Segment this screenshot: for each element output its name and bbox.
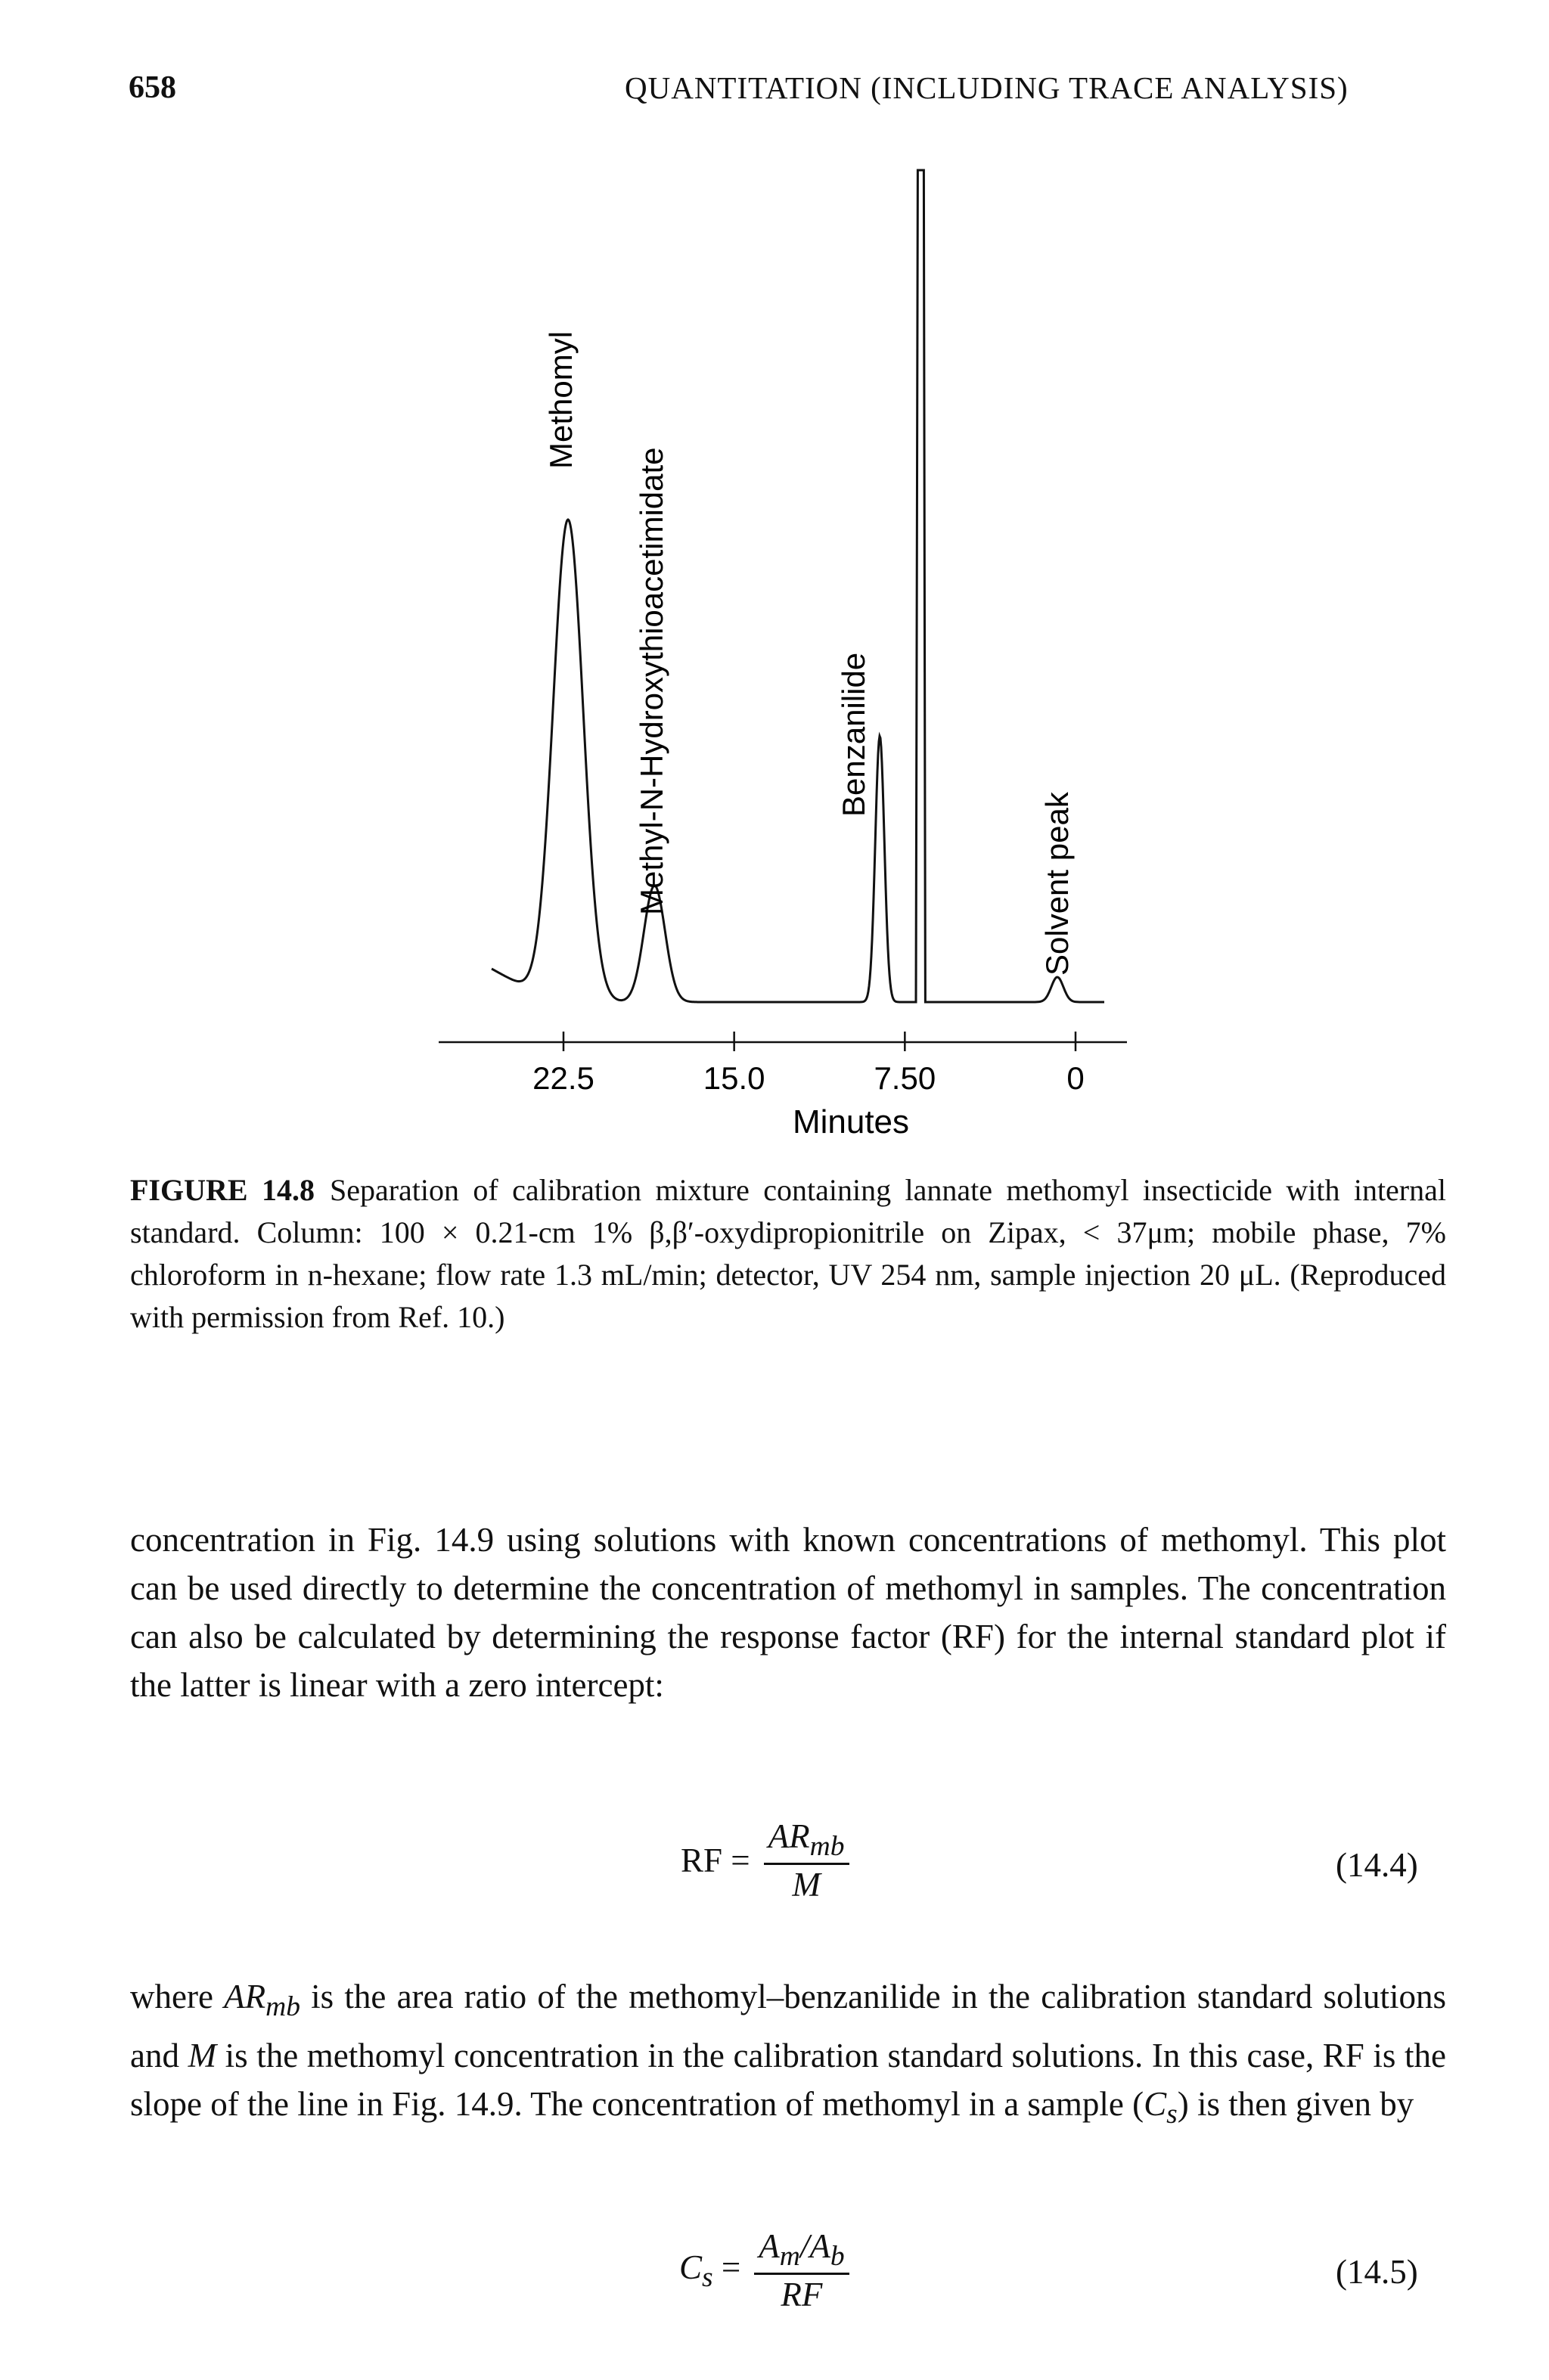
time-axis-title: Minutes bbox=[792, 1103, 910, 1140]
chromatogram-figure bbox=[424, 151, 1150, 1150]
p2-sym-ar: AR bbox=[224, 1978, 266, 2015]
equation-14-5-num-a-sub: m bbox=[779, 2241, 800, 2272]
time-axis-tick-label: 15.0 bbox=[703, 1060, 765, 1096]
peak-label: Methomyl bbox=[543, 330, 579, 469]
chromatogram-trace bbox=[492, 170, 1104, 1002]
p2-sym-m: M bbox=[188, 2037, 217, 2074]
page-number: 658 bbox=[129, 70, 176, 105]
p2-sym-ar-sub: mb bbox=[265, 1991, 300, 2022]
equation-14-4-fraction bbox=[764, 1817, 849, 1904]
equation-14-4-numerator: AR bbox=[768, 1817, 810, 1855]
equation-14-5-equals: = bbox=[712, 2248, 741, 2286]
equation-14-5-number: (14.5) bbox=[1336, 2253, 1418, 2291]
p2-sym-cs-sub: s bbox=[1166, 2099, 1178, 2130]
time-axis-tick-label: 0 bbox=[1066, 1060, 1085, 1096]
running-title: QUANTITATION (INCLUDING TRACE ANALYSIS) bbox=[625, 70, 1349, 105]
equation-14-4-lhs: RF = bbox=[681, 1842, 750, 1879]
equation-14-5-lhs-sub: s bbox=[702, 2261, 713, 2293]
p2-sym-cs: C bbox=[1144, 2085, 1167, 2123]
equation-14-5-num-b-sub: b bbox=[830, 2241, 845, 2272]
equation-14-5-num-a: A bbox=[759, 2227, 780, 2265]
time-axis-tick-labels bbox=[532, 1060, 1085, 1096]
peak-label: Methyl-N-Hydroxythioacetimidate bbox=[634, 447, 669, 915]
equation-14-5-lhs bbox=[679, 2248, 740, 2294]
time-axis-tick-label: 7.50 bbox=[874, 1060, 936, 1096]
peak-label: Benzanilide bbox=[836, 652, 871, 817]
peak-labels bbox=[543, 331, 1075, 976]
p2-text-c: is the methomyl concentration in the calibration standard solutions. In this case, RF is the slope of the line in Fig. 14.9. The concentration of methomyl in a sample ( bbox=[130, 2037, 1446, 2123]
time-axis-tick-label: 22.5 bbox=[532, 1060, 594, 1096]
p2-text-a: where bbox=[130, 1978, 225, 2015]
equation-14-4-numerator-sub: mb bbox=[809, 1831, 845, 1862]
equation-14-5 bbox=[679, 2226, 849, 2314]
p2-text-d: ) is then given by bbox=[1177, 2085, 1414, 2123]
equation-14-5-fraction bbox=[754, 2226, 849, 2314]
peak-label: Solvent peak bbox=[1039, 792, 1075, 976]
body-paragraph-2 bbox=[130, 1972, 1446, 2139]
equation-14-5-num-slash: /A bbox=[799, 2227, 830, 2265]
figure-caption bbox=[130, 1169, 1446, 1339]
equation-14-4 bbox=[681, 1817, 849, 1904]
figure-caption-id: FIGURE 14.8 bbox=[130, 1173, 315, 1207]
body-paragraph-1: concentration in Fig. 14.9 using solutions with known concentrations of methomyl. This plot can be used directly to determine the concentration of methomyl in samples. The concentration can also be calculated by determining the response factor (RF) for the internal standard plot if the latter is linear with a zero intercept: bbox=[130, 1521, 1446, 1704]
equation-14-4-denominator: M bbox=[792, 1866, 821, 1904]
equation-14-5-denominator: RF bbox=[781, 2276, 823, 2313]
equation-14-4-number: (14.4) bbox=[1336, 1846, 1418, 1884]
equation-14-5-lhs-symbol: C bbox=[679, 2248, 703, 2286]
figure-caption-text: Separation of calibration mixture containing lannate methomyl insecticide with internal standard. Column: 100 × 0.21-cm 1% β,β′-oxydipropionitrile on Zipax, < 37μm; mobile phase, 7% chloroform in n-hexane; flow rate 1.3 mL/min; detector, UV 254 nm, sample injection 20 μL. (Reproduced with permission from Ref. 10.) bbox=[130, 1173, 1446, 1334]
p2-text-b: is the area ratio of the methomyl–benzanilide in the calibration standard solutions and bbox=[130, 1978, 1446, 2074]
